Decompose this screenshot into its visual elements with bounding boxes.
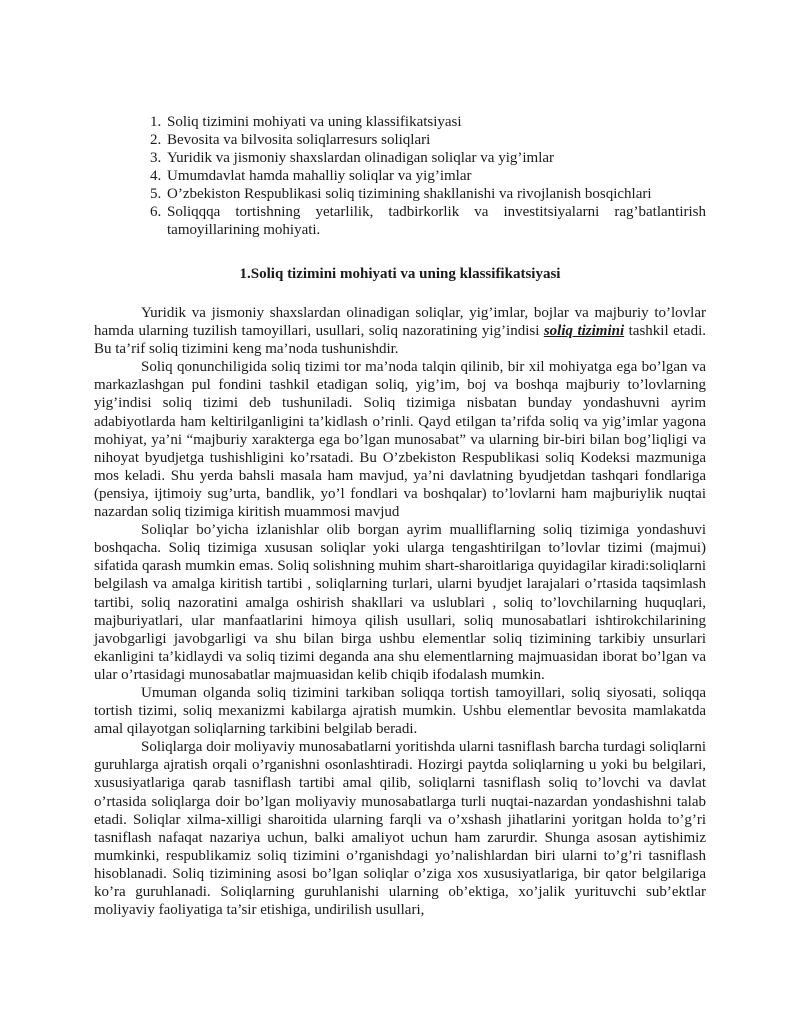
topic-item-6: 6. Soliqqqa tortishning yetarlilik, tadbirkorlik va investitsiyalarni rag’batlantirish tamoyillarining mohiyati.: [165, 203, 706, 239]
paragraph-4: Umuman olganda soliq tizimini tarkiban soliqqa tortish tamoyillari, soliq siyosati, soliqqa tortish tizimi, soliq mexanizmi kabilarga ajratish mumkin. Ushbu elementlar bevosita mamlakatda amal qilayotgan soliqlarning tarkibini belgilab beradi.: [94, 684, 706, 738]
topic-item-5: 5. O’zbekiston Respublikasi soliq tizimining shakllanishi va rivojlanish bosqichlari: [165, 185, 706, 203]
highlighted-term: soliq tizimini: [543, 323, 625, 340]
paragraph-5: Soliqlarga doir moliyaviy munosabatlarni yoritishda ularni tasniflash barcha turdagi soliqlarni guruhlarga ajratish orqali o’rganishni osonlashtiradi. Hozirgi paytda soliqlarning u yoki bu belgilari, xususiyatlariga qarab tasniflash tartibi amal qilib, soliqlarni tasniflash soliq to’lovchi va davlat o’rtasida soliqlarga doir bo’lgan moliyaviy munosabatlarga turli nuqtai-nazardan yondashishni talab etadi. Soliqlar xilma-xilligi sharoitida ularning farqli va o’xshash jihatlarini yoritgan holda to’g’ri tasniflash nafaqat nazariya uchun, balki amaliyot uchun ham zarurdir. Shunga asosan aytishimiz mumkinki, respublikamiz soliq tizimini o’rganishdagi yo’nalishlardan biri ularni to’g’ri tasniflash hisoblanadi. Soliq tizimining asosi bo’lgan soliqlar o’ziga xos xususiyatlariga, bir qator belgilariga ko’ra guruhlanadi. Soliqlarning guruhlanishi ularning ob’ektiga, xo’jalik yurituvchi sub’ektlar moliyaviy faoliyatiga ta’sir etishiga, undirilish usullari,: [94, 739, 706, 919]
paragraph-2: Soliq qonunchiligida soliq tizimi tor ma’noda talqin qilinib, bir xil mohiyatga ega bo’lgan va markazlashgan pul fondini tashkil etadigan soliq, yig’im, boj va boshqa majburiy to’lovlarning yig’indisi soliq tizimi deb tushuniladi. Soliq tizimiga nisbatan bunday yondashuvni ayrim adabiyotlarda ham keltirilganligini ta’kidlash o’rinli. Qayd etilgan ta’rifda soliq va yig’imlar yagona mohiyat, ya’ni “majburiy xarakterga ega bo’lgan munosabat” va ularning bir-biri bilan bog’liqligi va nihoyat byudjetga tushishligini ko’rsatadi. Bu O’zbekiston Respublikasi soliq Kodeksi mazmuniga mos keladi. Shu yerda bahsli masala ham mavjud, ya’ni davlatning byudjetdan tashqari fondlariga (pensiya, ijtimoiy sug’urta, bandlik, yo’l fondlari va boshqalar) to’lovlarni ham majburiylik nuqtai nazardan soliq tizimiga kiritish muammosi mavjud: [94, 359, 706, 521]
paragraph-3: Soliqlar bo’yicha izlanishlar olib borgan ayrim mualliflarning soliq tizimiga yondashuvi boshqacha. Soliq tizimiga xususan soliqlar yoki ularga tengashtirilgan to’lovlar tizimi (majmui) sifatida qarash mumkin emas. Soliq solishning muhim shart-sharoitlariga quyidagilar kiradi:soliqlarni belgilash va amalga kiritish tartibi , soliqlarning turlari, ularni byudjet larajalari o’rtasida taqsimlash tartibi, soliq nazoratini amalga oshirish shakllari va uslublari , soliq to’lovchilarning huquqlari, majburiyatlari, ular manfaatlarini himoya qilish usullari, soliq munosabatlari ishtirokchilarining javobgarligi javobgarligi va shu bilan birga ushbu elementlar soliq tizimining tarkibiy unsurlari ekanligini ta’kidlaydi va soliq tizimi deganda ana shu elementlarning majmuasidan iborat bo’lgan va ular o’rtasidagi munosabatlar majmuasidan kelib chiqib ifodalash mumkin.: [94, 522, 706, 683]
paragraph-1: [94, 304, 706, 358]
topic-item-1: 1. Soliq tizimini mohiyati va uning klassifikatsiyasi: [165, 113, 706, 131]
paragraph-1-text-before: Yuridik va jismoniy shaxslardan olinadigan soliqlar, yig’imlar, bojlar va majburiy to’lovlar hamda ularning tuzilish tamoyillari, usullari, soliq nazoratining yig’indisi: [94, 305, 706, 340]
topic-item-3: 3. Yuridik va jismoniy shaxslardan olinadigan soliqlar va yig’imlar: [165, 149, 706, 167]
section-heading: 1.Soliq tizimini mohiyati va uning klassifikatsiyasi: [239, 266, 561, 282]
paragraph-1-text-after: tashkil etadi. Bu ta’rif soliq tizimini keng ma’noda tushunishdir.: [94, 323, 706, 358]
topic-list: [94, 113, 706, 239]
topic-item-2: 2. Bevosita va bilvosita soliqlarresurs soliqlari: [165, 131, 706, 149]
topic-item-4: 4. Umumdavlat hamda mahalliy soliqlar va yig’imlar: [165, 167, 706, 185]
